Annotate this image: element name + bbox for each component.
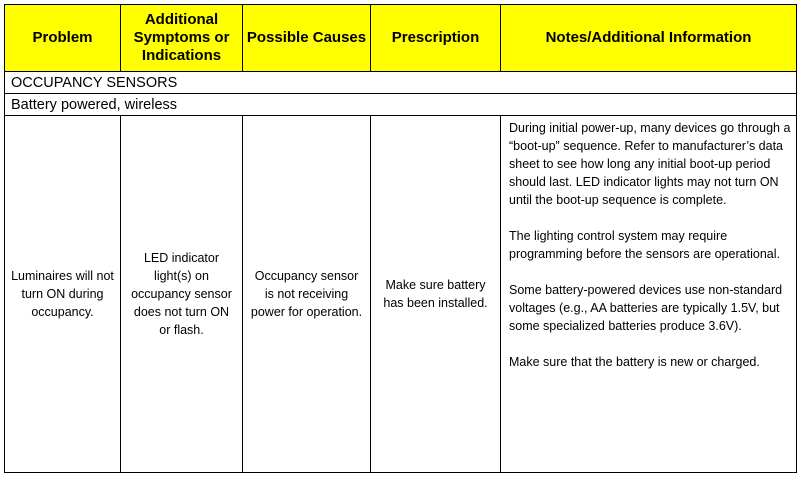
prescription-text: Make sure battery has been installed. (383, 278, 488, 310)
subcategory-row (5, 94, 797, 116)
category-row (5, 72, 797, 94)
category-label: OCCUPANCY SENSORS (5, 72, 797, 94)
causes-text: Occupancy sensor is not receiving power for operation. (250, 269, 363, 319)
table-row (5, 116, 797, 473)
symptoms-cell (121, 116, 243, 473)
note-paragraph: The lighting control system may require programming before the sensors are operational. (509, 229, 780, 261)
note-paragraph: Make sure that the battery is new or charged. (509, 355, 760, 369)
header-problem: Problem (5, 5, 121, 72)
problem-text: Luminaires will not turn ON during occupancy. (11, 269, 114, 319)
note-paragraph: During initial power-up, many devices go through a “boot-up” sequence. Refer to manufacturer’s data sheet to see how long any initial boot-up period should last. LED indicator lights may not turn ON until the boot-up sequence is complete. (509, 121, 791, 207)
problem-cell (5, 116, 121, 473)
header-symptoms: Additional Symptoms or Indications (121, 5, 243, 72)
header-row (5, 5, 797, 72)
causes-cell (243, 116, 371, 473)
header-notes: Notes/Additional Information (501, 5, 797, 72)
subcategory-label: Battery powered, wireless (5, 94, 797, 116)
troubleshooting-table (4, 4, 797, 473)
symptoms-text: LED indicator light(s) on occupancy sensor does not turn ON or flash. (131, 251, 232, 337)
header-prescription: Prescription (371, 5, 501, 72)
note-paragraph: Some battery-powered devices use non-standard voltages (e.g., AA batteries are typically 1.5V, but some specialized batteries produce 3.6V). (509, 283, 783, 333)
prescription-cell (371, 116, 501, 473)
notes-cell (501, 116, 797, 473)
header-causes: Possible Causes (243, 5, 371, 72)
